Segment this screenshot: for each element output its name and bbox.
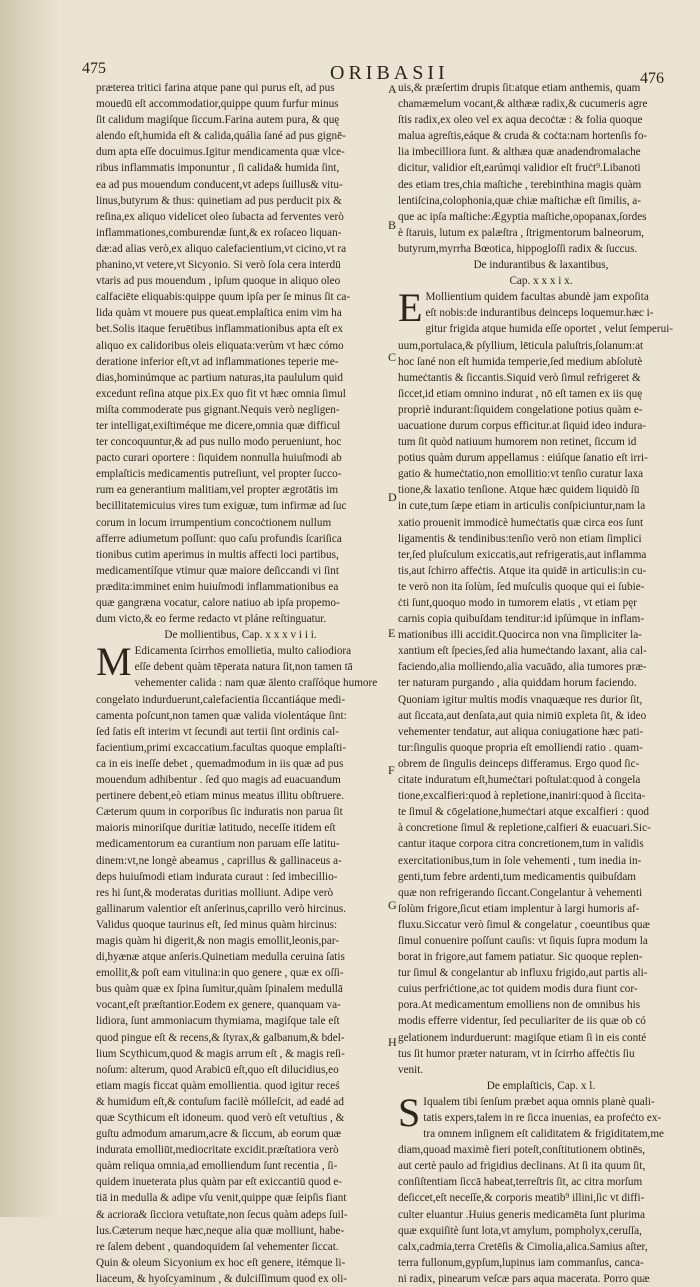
text-line: obrem de ſingulis deinceps differamus. Ergo quod ſic- (398, 757, 640, 770)
text-line: ca in eis ineſſe debet , quemadmodum in iis quæ ad pus (96, 757, 344, 770)
text-line: & acriora& ſicciora vetuſtate,non ſecus quàm adeps ſuil- (96, 1208, 348, 1221)
text-line: carnis copia quibuſdam tenditur:id ipſúmque in inflam- (398, 613, 645, 626)
text-line: Quin & oleum Sicyonium ex hoc eſt genere, itémque li- (96, 1256, 346, 1269)
text-line: emplaſticis medicamentis putreſiunt, vel propter ſucco- (96, 468, 342, 481)
text-line: ter concoquuntur,& ad pus nullo modo perueniunt, hoc (96, 436, 342, 449)
right-column-text-2 (398, 285, 684, 1078)
right-column-text-1 (398, 80, 684, 257)
text-line: deratione inferior eſt,vt ad inflammationes teperie me- (96, 355, 339, 368)
text-line: ſimul conuenire poſſunt cauſis: vt ſiquis ſupra modum la (398, 934, 648, 947)
text-line: ribus inflammatis imponuntur , ſi calida& humida ſint, (96, 162, 340, 175)
text-line: citate induratum eſt,humeċtari poſtulat:quod à congela (398, 774, 641, 787)
chapter-38-body (96, 639, 385, 1287)
text-line: uacuatione durum corpus efficitur.at ſiquid ideo indura- (398, 419, 647, 432)
text-line: rum ea generantium malitiam,vel propter ægrotātis im (96, 484, 339, 497)
left-page-number: 475 (82, 60, 106, 77)
right-column (398, 80, 684, 1287)
text-line: corum in locum irrumpentium concoċtionem nullum (96, 516, 332, 529)
text-line: ter naturam purgando , alia quiddam horum faciendo. (398, 677, 637, 690)
text-line: quæ non refrigerando ſiccant.Congelantur à vehementi (398, 886, 643, 899)
text-line: lidiora, ſunt ammoniacum thymiama, magiſque tale eſt (96, 1015, 340, 1028)
text-line: tione,excalfieri:quod à repletione,inaniri:quod à ſiccita- (398, 790, 646, 803)
text-line: lia imbecilliora ſunt. & althæa quæ anadendromalache (398, 146, 641, 159)
text-line: uum,portulaca,& pſyllium, lēticula paluſtris,ſolanum:at (398, 339, 644, 352)
text-line: gatio & humeċtatio,non emollitio:vt tenſio curatur laxa (398, 468, 644, 481)
section-marker-e: E (388, 626, 396, 640)
text-line: maioris minoriſque duritiæ latitudo, neceſſe itidem eſt (96, 822, 336, 835)
text-line: xatio prouenit immodicè humeċtatis quæ circa eos ſunt (398, 516, 644, 529)
running-title: ORIBASII (330, 62, 449, 84)
text-line: quæ exquiſitè ſunt lota,vt amylum, pompholyx,ceruſſa, (398, 1224, 642, 1237)
text-line: dicitur, validior eſt,earúmqi validior eſt fruċt⁹.Libanoti (398, 162, 641, 175)
text-line: aut certè paulo ad frigidius declinans. At ſi ita quum ſit, (398, 1160, 646, 1173)
text-line: tur ſimul & congelantur ab influxu frigido,aut partis ali- (398, 967, 648, 980)
text-line: mouedū eſt accommodatior,quippe quum furfur minus (96, 98, 339, 111)
text-line: Edicamenta ſcirrhos emollietia, multo caliodiora (134, 645, 352, 658)
text-line: noſum: alterum, quod Arabicū eſt,quo eſt dilucidius,eo (96, 1063, 339, 1076)
text-line: indurata emolliūt,mediocritate excidit.præſtatiora verò (96, 1144, 339, 1157)
text-line: liaceum, & hyoſcyaminum , & dulciſſimum quod ex oli- (96, 1272, 348, 1285)
text-line: aut ſiccata,aut denſata,aut quia nimiū expleta ſit, & ideo (398, 709, 647, 722)
left-column-text-1 (96, 80, 385, 627)
text-line: vocant,eſt præſtantior.Eodem ex genere, quanquam va- (96, 999, 341, 1012)
text-line: ligamentis & tendinibus:tenſio verò non etiam ſimplici (398, 532, 642, 545)
text-line: inflammationes,comburendæ ſunt,& ex roſaceo liquan- (96, 226, 342, 239)
text-line: chamæmelum vocant,& althææ radix,& cucumeris agre (398, 98, 648, 111)
text-line: hoc ſané non eſt humida temperie,ſed medium abſolutè (398, 355, 643, 368)
text-line: facientium,primi excaccatium.facultas quoque emplaſti- (96, 741, 347, 754)
text-line: dum apta eſſe docuimus.Igitur mendicamenta quæ vlce- (96, 146, 345, 159)
text-line: quod pingue eſt & recens,& ſtyrax,& galbanum,& bdel- (96, 1031, 345, 1044)
page-gutter-shadow (0, 0, 60, 1217)
text-line: etiam magis ficcat quàm emollientia. quod igitur receś (96, 1079, 340, 1092)
text-line: in cute,tum ſæpe etiam in articulis conſpiciuntur,nam la (398, 500, 646, 513)
text-line: re ſalem debent , quandoquidem ſal vehementer ſiccat. (96, 1240, 339, 1253)
text-line: xantium eſt ſpecies,ſed alia humeċtando laxant, alia cal- (398, 645, 647, 658)
page-header (0, 0, 700, 87)
section-marker-h: H (388, 1035, 397, 1049)
drop-cap-s: S (398, 1089, 421, 1135)
text-line: culter eluantur .Huius generis medicamēta ſunt plurima (398, 1208, 645, 1221)
text-line: eſt nobis:de indurantibus deinceps loquemur.hæc i- (425, 307, 654, 320)
text-line: conſiſtentiam ſiccā habeat,terreſtris ſit, ac citra morſum (398, 1176, 643, 1189)
text-line: ſtis radix,ex oleo vel ex aqua decoċtæ : & folia quoque (398, 114, 643, 127)
text-line: deps huiuſmodi etiam indurata curaut : ſed imbecillio- (96, 870, 338, 883)
left-column (96, 80, 385, 1287)
text-line: tatis expers,talem in re ſicca inuenias, ea profeċto ex- (423, 1112, 662, 1124)
text-line: dæ:ad alias verò,ex aliquo calefacientium,vt cicino,vt ra (96, 242, 347, 255)
text-line: aliquo ex calidoribus oleis eliquata:verùm vt hæc cómo (96, 339, 344, 352)
text-line: tis,aut ſchirro affeċtis. Atque ita quidē in articulis:in cu- (398, 564, 647, 577)
section-marker-d: D (388, 490, 397, 504)
text-line: tionibus cutim aperimus in multis affecti loci partibus, (96, 548, 339, 561)
text-line: lentiſcina,colophonia,quæ chiæ maſtichæ eſt ſimilis, a- (398, 194, 641, 207)
text-line: ſiccet,id etiam omnino indurat , nō eſt tamen ex iis quę (398, 387, 643, 400)
text-line: Cæterum quum in corporibus ſic induratis non parua ſit (96, 806, 343, 819)
text-line: Iqualem tibi ſenſum præbet aqua omnis planè quali- (423, 1095, 655, 1108)
text-line: deſiccet,eſt neceſſe,& corporis meatib⁹ illini,ſic vt diffi- (398, 1192, 645, 1205)
text-line: emollit,& poſt eam vitulina:in quo genere , quæ ex oſſi- (96, 967, 344, 980)
text-line: ni radix, pinearum veſcæ pars aqua macerata. Porro quæ (398, 1272, 650, 1285)
text-line: cantur itaque corpora citra concretionem,tum in validis (398, 838, 644, 851)
drop-cap-e: E (398, 285, 423, 331)
text-line: Validus quoque taurinus eſt, ſed minus quàm hircinus: (96, 918, 338, 931)
text-line: camenta poſcunt,non tamen quæ valida violentáque ſint: (96, 709, 347, 722)
text-line: quæ gangræna vocatur, calore natiuo ab ipſa propemo- (96, 597, 340, 609)
text-line: tum ſit quòd natiuum humorem non retinet, ſiccum id (398, 436, 637, 449)
text-line: Quoniam igitur multis modis vnaquæque res durior ſit, (398, 693, 643, 706)
text-line: butyrum,myrrha Bœotica, hippogloſſi radix & ſuccus. (398, 242, 638, 255)
text-line: tra omnem inſignem eſt caliditatem & frigiditatem,me (423, 1128, 665, 1141)
text-line: miſta commoderate pus gignant.Nequis verò negligen- (96, 403, 340, 416)
chapter-heading-38: De mollientibus, Cap. x x x v i i i. (164, 629, 317, 642)
text-line: dias,hominúmque ac partium naturas,ita paululum quid (96, 371, 344, 384)
text-line: congelato indurduerunt,calefacientia ſiccantiáque medi- (96, 693, 346, 706)
text-line: tiā in medulla & adipe vſu venit,quippe quæ ſeipſis fiant (96, 1192, 347, 1205)
text-line: alendo eſt,humida eſt & calida,quália ſané ad pus gignē- (96, 130, 346, 143)
text-line: gallinarum valentior eſt anſerinus,caprillo verò hircinus. (96, 902, 347, 915)
text-line: vehementer calida : nam quæ ālento craſſóque humore (134, 677, 378, 690)
text-line: genti,tum febre ardenti,tum medicamentis quibuſdam (398, 870, 636, 883)
text-line: dum victo,& eo ferme redacto vt pláne reſtinguatur. (96, 613, 327, 626)
text-line: ea ad pus mouendum conducent,vt adeps ſuillus& vitu- (96, 178, 343, 191)
text-line: mationibus illi accidit.Quocirca non vna ſimpliciter la- (398, 629, 642, 642)
section-marker-c: C (388, 350, 397, 364)
text-line: terra fullonum,gypſum,lupinus iam commanſus, canca- (398, 1256, 644, 1269)
text-line: medicamentíſque vtimur quæ maiore deſiccandi vi ſint (96, 564, 339, 577)
text-line: que ac ipſa maſtiche:Ægyptia maſtiche,opopanax,ſordes (398, 210, 647, 223)
text-line: è ſtaruis, lutum ex palæſtra , ſtrigmentorum balneorum, (398, 226, 645, 239)
text-line: afferre adiumetum poſſunt: quo caſu profundis ſcariſica (96, 532, 342, 545)
section-marker-b: B (388, 218, 397, 232)
text-line: lium Scythicum,quod & magis arrum eſt , & magis reſi- (96, 1047, 345, 1060)
text-line: ter intelligat,exiſtiméque me dicere,omnia quæ difficul (96, 419, 341, 432)
text-line: bet.Solis itaque feruētibus inflammationibus apta eſt ex (96, 323, 343, 336)
text-line: borat in frigore,aut famem patiatur. Sic quoque replen- (398, 951, 643, 964)
text-line: ſed ſatis eſt interim vt ſecundi aut tertii ſint ordinis cal- (96, 725, 339, 738)
text-line: calfaciēte eliquabis:quippe quum ipſa per ſe minus ſit ca- (96, 291, 351, 304)
text-line: malua agreſtis,eáque & cruda & coċta:nam hortenſis fo- (398, 130, 648, 143)
right-page-number: 476 (640, 70, 664, 87)
text-line: vtaris ad pus mouendum , ipſum quoque in aliquo oleo (96, 275, 341, 288)
text-line: ſolùm frigore,ſicut etiam implentur à largi humoris af- (398, 902, 640, 915)
right-column-text-3 (398, 1089, 684, 1287)
text-line: faciendo,alia molliendo,alia vacuādo, alia tumores præ- (398, 661, 647, 674)
text-line: venit. (398, 1063, 424, 1076)
text-line: tione,& laxatio tenſione. Atque hæc quidem liquidò ſū (398, 484, 640, 497)
section-marker-f: F (388, 763, 395, 777)
text-line: quidem inueterata plus quàm par eſt exiccantiū quod e- (96, 1176, 343, 1189)
text-line: præterea tritici farina atque pane qui purus eſt, ad pus (96, 82, 335, 94)
text-line: lida quàm vt mouere pus queat.emplaſtica enim vim ha (96, 307, 342, 320)
text-line: dinem:vt,ne longè abeamus , caprillus & gallinaceus a- (96, 854, 342, 867)
chapter-39-body (398, 285, 684, 1078)
text-line: des etiam tres,chia maſtiche , terebinthina magis quàm (398, 178, 642, 191)
text-line: exercitationibus,tum in ſole vehementi , tum inedia in- (398, 854, 642, 867)
text-line: te ſimul & cōgelatione,humeċtari atque excalfieri : quod (398, 806, 650, 819)
text-line: bus quàm quæ ex ſpina ſumitur,quàm ſpinalem medullā (96, 983, 343, 996)
text-line: uis,& præſertim drupis ſit:atque etiam anthemis, quam (398, 82, 641, 94)
text-line: quæ Scythicum eſt idoneum. quod verò eſt vetuſtius , & (96, 1112, 345, 1124)
text-line: modis efferre videntur, ſed peculiariter de iis quæ ob có (398, 1015, 646, 1028)
text-line: te verò non ita ſolùm, ſed muſculis quoque qui ei ſubie- (398, 580, 645, 593)
text-line: pertinere debent,eò etiam minus meatus illitu obſtruere. (96, 790, 344, 803)
chapter-heading-39-title: De indurantibus & laxantibus, (473, 259, 609, 272)
drop-cap-m: M (96, 639, 132, 685)
text-line: vehementer tendatur, aut aliqua coniugatione hæc pati- (398, 725, 644, 738)
text-line: phanino,vt vetere,vt Sicyonio. Si verò ſola cera interdū (96, 259, 341, 272)
text-line: diam,quoad maximè fieri poteſt,conſtitutionem obtinēs, (398, 1144, 646, 1157)
text-line: di,hyænæ atque anſeris.Quinetiam medulla ceruina ſatis (96, 951, 345, 964)
text-line: ſit calidum magiſque ſiccum.Farina autem pura, & quę (96, 114, 340, 127)
text-line: lus.Cæterum neque hæc,neque alia quæ molliunt, habe- (96, 1224, 345, 1237)
text-line: propriè indurant:ſiquidem congelatione potius quàm e- (398, 403, 643, 416)
text-line: medicamentorum ea curantium non paruam eſſe latitu- (96, 838, 340, 851)
text-line: humeċtantis & ſiccantis.Siquid verò ſimul refrigeret & (398, 371, 641, 384)
text-line: prædita:imminet enim huiuſmodi inflammationibus ea (96, 580, 339, 593)
text-line: pora.At medicamentum emolliens non de omnibus his (398, 999, 641, 1012)
section-marker-g: G (388, 898, 397, 912)
text-line: reſina,ex aliquo videlicet oleo ſubacta ad ferventes verò (96, 210, 344, 223)
text-line: quàm reliqua omnia,ad emolliendum ſunt recentia , ſi- (96, 1160, 338, 1173)
text-line: pacto curari oportere : ſiquidem nonnulla huiuſmodi ab (96, 452, 342, 465)
text-line: linus,butyrum & thus: quinetiam ad pus perducit pix & (96, 194, 342, 207)
text-line: gitur frigida atque humida eſſe oportet , velut ſemperui- (425, 323, 674, 336)
text-line: excedunt reſina atque pix.Ex quo fit vt hæc omnia ſimul (96, 387, 346, 400)
text-line: gelationem indurduerunt: magiſque etiam ſi in eis conté (398, 1031, 647, 1044)
text-line: calx,cadmia,terra Cretēſis & Cimolia,alica.Samius aſter, (398, 1240, 648, 1253)
text-line: tus ſit humor præter naturam, vt in ſcirrho affeċtis ſiu (398, 1047, 635, 1060)
text-line: potius quàm durum appellamus : eiúſque ſanatio eſt irri- (398, 452, 648, 465)
text-line: becillitatemicuius vires tum exiguæ, tum infirmæ ad ſuc (96, 500, 347, 513)
left-column-text-2 (96, 639, 385, 1287)
section-marker-a: A (388, 82, 397, 96)
text-line: ter,ſed pluſculum exiccatis,aut refrigeratis,aut inflamma (398, 548, 647, 561)
text-line: mouendum adhibentur . ſed quo magis ad euacuandum (96, 774, 341, 787)
text-line: & humidum eſt,& contuſum facilè mólleſcit, ad eadé ad (96, 1095, 344, 1108)
text-line: tur:ſingulis quoque propria eſt emolliendi ratio . quam- (398, 741, 643, 754)
text-line: eſſe debent quàm tēperata natura ſit,non tamen tā (134, 661, 353, 674)
text-line: guſtu admodum amarum,acre & ſiccum, ab eorum quæ (96, 1128, 342, 1141)
chapter-heading-39-number: Cap. x x x i x. (509, 275, 573, 288)
text-line: à concretione ſimul & repletione,calfieri & euacuari.Sic- (398, 822, 651, 835)
text-line: fluxu.Siccatur verò ſimul & congelatur , coeuntibus quæ (398, 918, 650, 931)
chapter-heading-40: De emplaſticis, Cap. x l. (486, 1079, 596, 1092)
text-line: ċti ſunt,quoquo modo in tumorem elatis , vt etiam pęr (398, 597, 637, 609)
text-line: cuius perfrićtione,ac tot quidem modis dura fiunt cor- (398, 983, 638, 996)
text-line: res hi ſunt,& moderatas duritias molliunt. Adipe verò (96, 886, 334, 899)
text-line: magis quàm hi digerit,& non magis emollit,leonis,par- (96, 934, 340, 947)
chapter-40-body (398, 1089, 684, 1287)
text-line: Mollientium quidem facultas abundè jam expoſita (425, 291, 649, 304)
